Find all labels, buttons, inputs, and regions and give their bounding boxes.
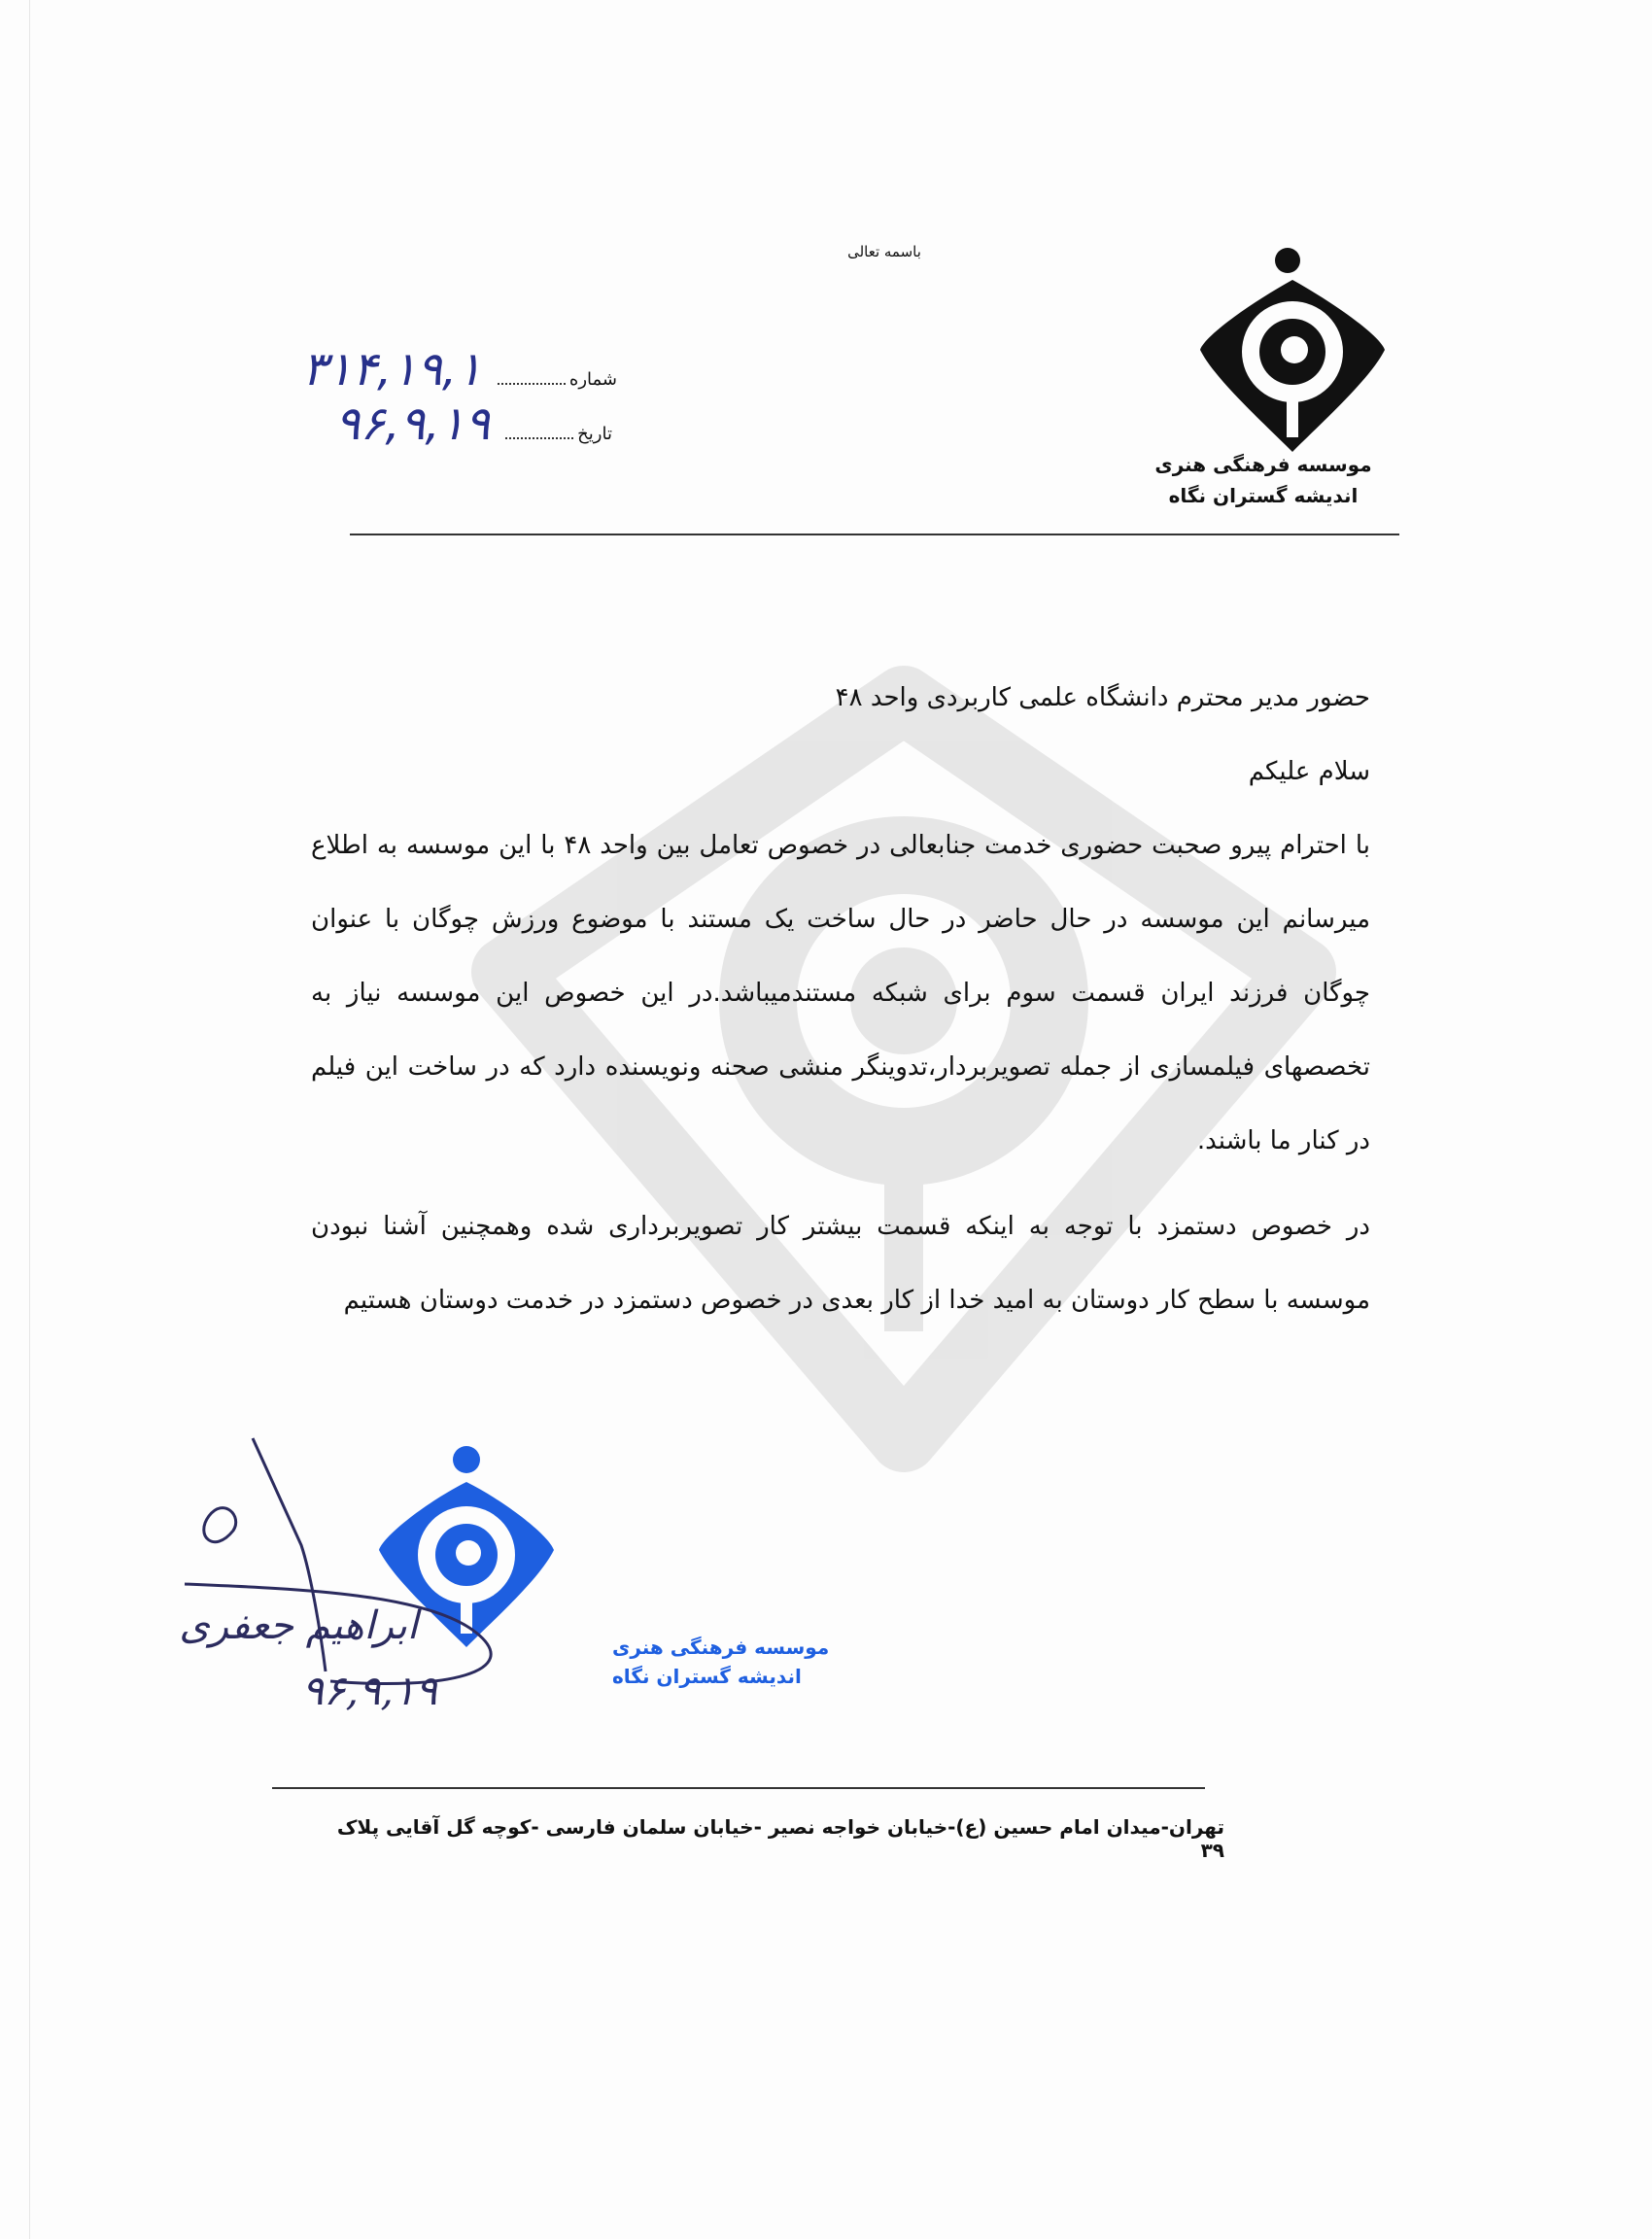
addressee: حضور مدیر محترم دانشگاه علمی کاربردی واحد ۴۸ [835,683,1370,712]
greeting: سلام علیکم [1248,757,1370,786]
header-divider [350,534,1399,535]
org-name-line-1: موسسه فرهنگی هنری [1154,453,1372,476]
organization-name-top [1147,449,1380,511]
scan-edge [29,0,30,2239]
paragraph-1: با احترام پیرو صحبت حضوری خدمت جنابعالی در خصوص تعامل بین واحد ۴۸ با این موسسه به اطلاع میرسانم این موسسه در حال حاضر در حال ساخت یک مستند با موضوع ورزش چوگان با عنوان چوگان فرزند ایران قسمت سوم برای شبکه مستندمیباشد.در این خصوص این موسسه نیاز به تخصصهای فیلمسازی از جمله تصویربردار،تدوینگر منشی صحنه ونویسنده دارد که در ساخت این فیلم در کنار ما باشند. [311,831,1370,1155]
footer-divider [272,1787,1205,1789]
letter-date-row [292,396,612,451]
date-label: تاریخ [577,424,612,444]
number-label: شماره [568,369,617,390]
paragraph-2: در خصوص دستمزد با توجه به اینکه قسمت بیشتر کار تصویربرداری شده وهمچنین آشنا نبودن موسسه با سطح کار دوستان به امید خدا از کار بعدی در خصوص دستمزد در خدمت دوستان هستیم [311,1212,1370,1315]
signature-date: ۹۶,۹,۱۹ [301,1667,437,1714]
organization-logo-icon [1186,243,1399,457]
bismillah-heading: باسمه تعالی [847,243,921,260]
number-dots [498,383,566,385]
letter-body [311,661,1370,1337]
footer-address: تهران-میدان امام حسین (ع)-خیابان خواجه نصیر -خیابان سلمان فارسی -کوچه گل آقایی پلاک ۳۹ [336,1815,1224,1862]
org-name-line-2: اندیشه گستران نگاه [1168,484,1359,507]
date-dots [505,437,573,439]
number-value: ۳۱۴,۱۹,۱ [301,342,482,396]
signature-name: ابراهیم جعفری [179,1603,418,1648]
stamp-line-2: اندیشه گستران نگاه [612,1665,802,1688]
stamp-line-1: موسسه فرهنگی هنری [612,1636,830,1659]
letter-number-row [267,342,617,396]
date-value: ۹۶,۹,۱۹ [334,396,491,451]
